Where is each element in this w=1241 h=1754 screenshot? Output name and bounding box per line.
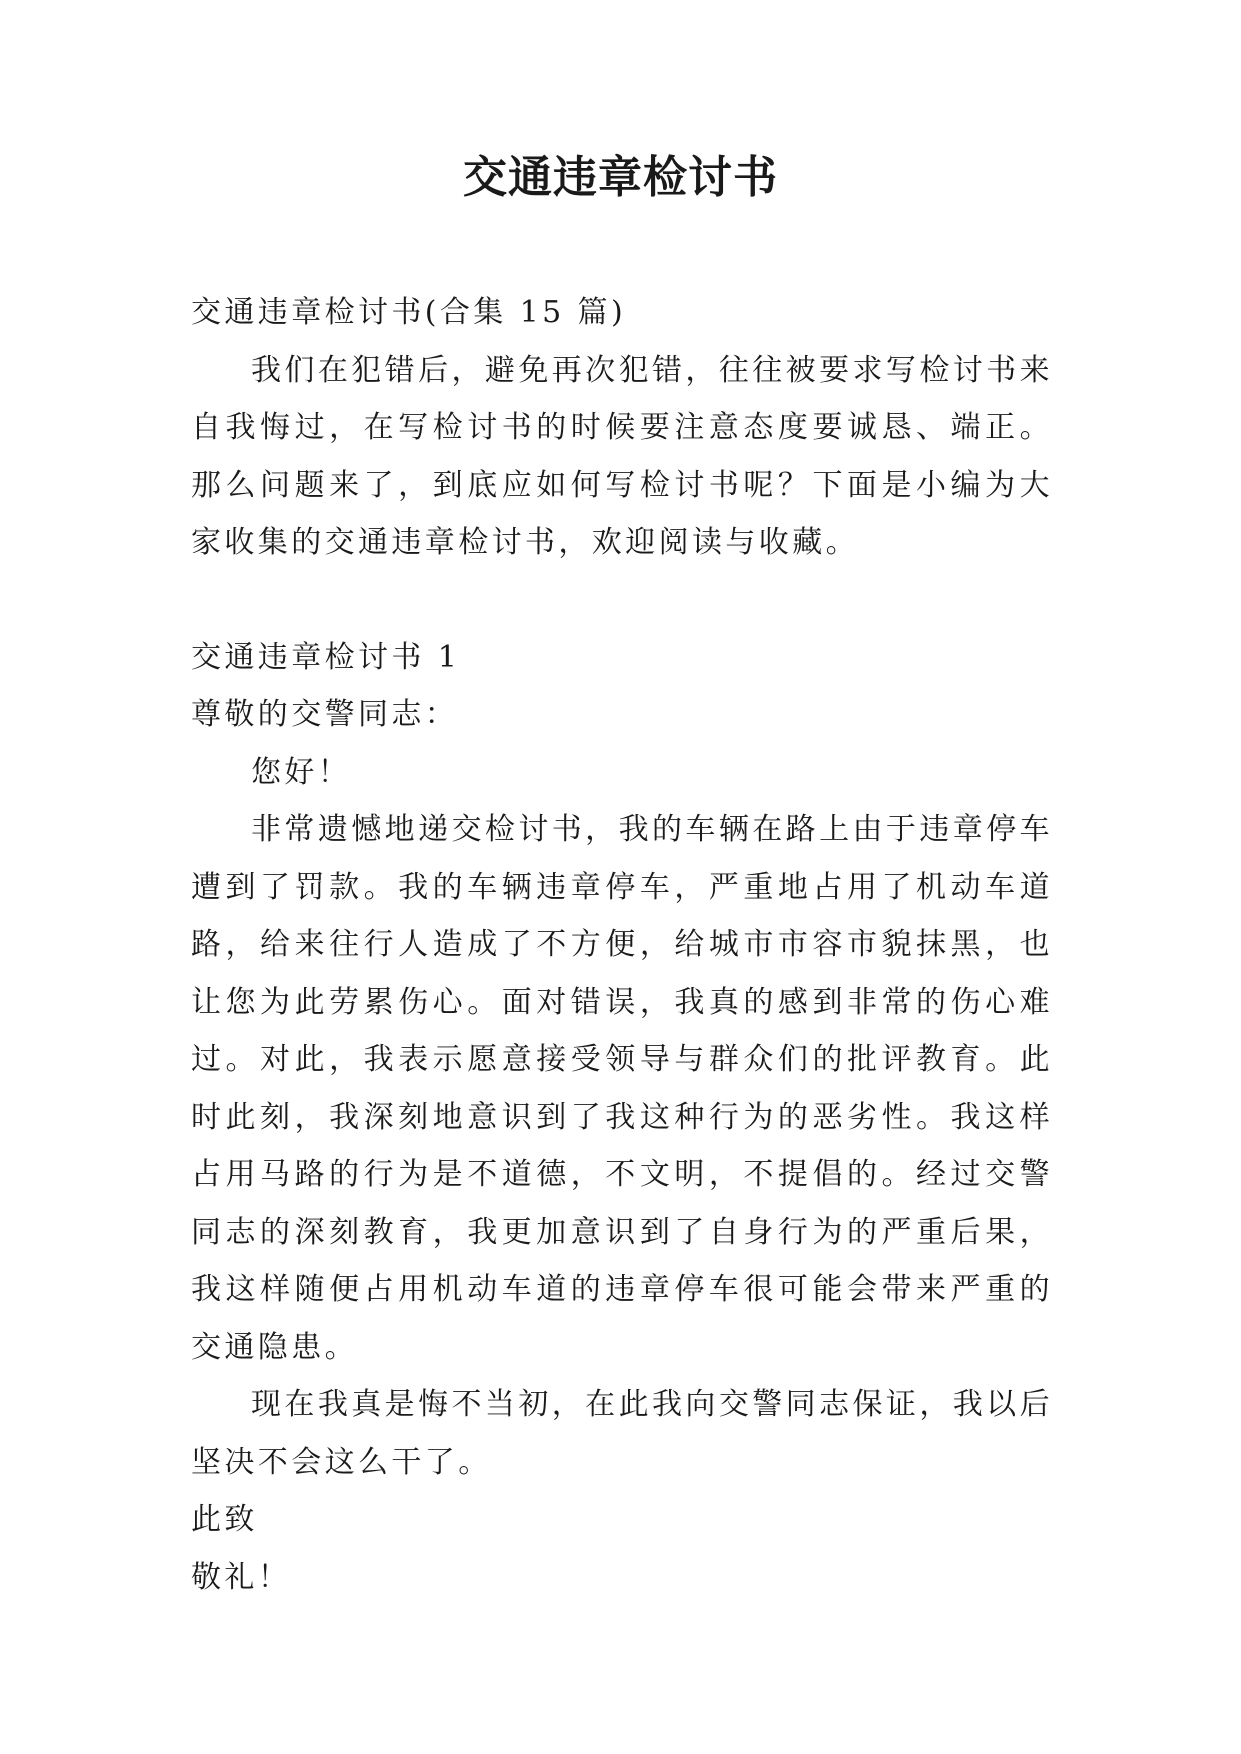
section-heading: 交通违章检讨书 1 xyxy=(191,639,461,675)
greeting: 您好！ xyxy=(251,754,352,790)
collection-subtitle: 交通违章检讨书(合集 15 篇) xyxy=(191,295,627,330)
document-body xyxy=(191,284,1053,1606)
document-title: 交通违章检讨书 xyxy=(463,152,778,203)
closing-line-2: 敬礼！ xyxy=(191,1559,292,1595)
section-spacer xyxy=(191,572,1053,629)
salutation: 尊敬的交警同志： xyxy=(191,697,459,732)
body-paragraph-1: 非常遗憾地递交检讨书，我的车辆在路上由于违章停车遭到了罚款。我的车辆违章停车，严重地占用了机动车道路，给来往行人造成了不方便，给城市市容市貌抹黑，也让您为此劳累伤心。面对错误，我真的感到非常的伤心难过。对此，我表示愿意接受领导与群众们的批评教育。此时此刻，我深刻地意识到了我这种行为的恶劣性。我这样占用马路的行为是不道德，不文明，不提倡的。经过交警同志的深刻教育，我更加意识到了自身行为的严重后果，我这样随便占用机动车道的违章停车很可能会带来严重的交通隐患。 xyxy=(191,812,1053,1365)
body-paragraph-2: 现在我真是悔不当初，在此我向交警同志保证，我以后坚决不会这么干了。 xyxy=(191,1387,1053,1480)
closing-line-1: 此致 xyxy=(191,1502,258,1537)
intro-paragraph: 我们在犯错后，避免再次犯错，往往被要求写检讨书来自我悔过，在写检讨书的时候要注意态度要诚恳、端正。那么问题来了，到底应如何写检讨书呢？下面是小编为大家收集的交通违章检讨书，欢迎阅读与收藏。 xyxy=(191,352,1053,560)
